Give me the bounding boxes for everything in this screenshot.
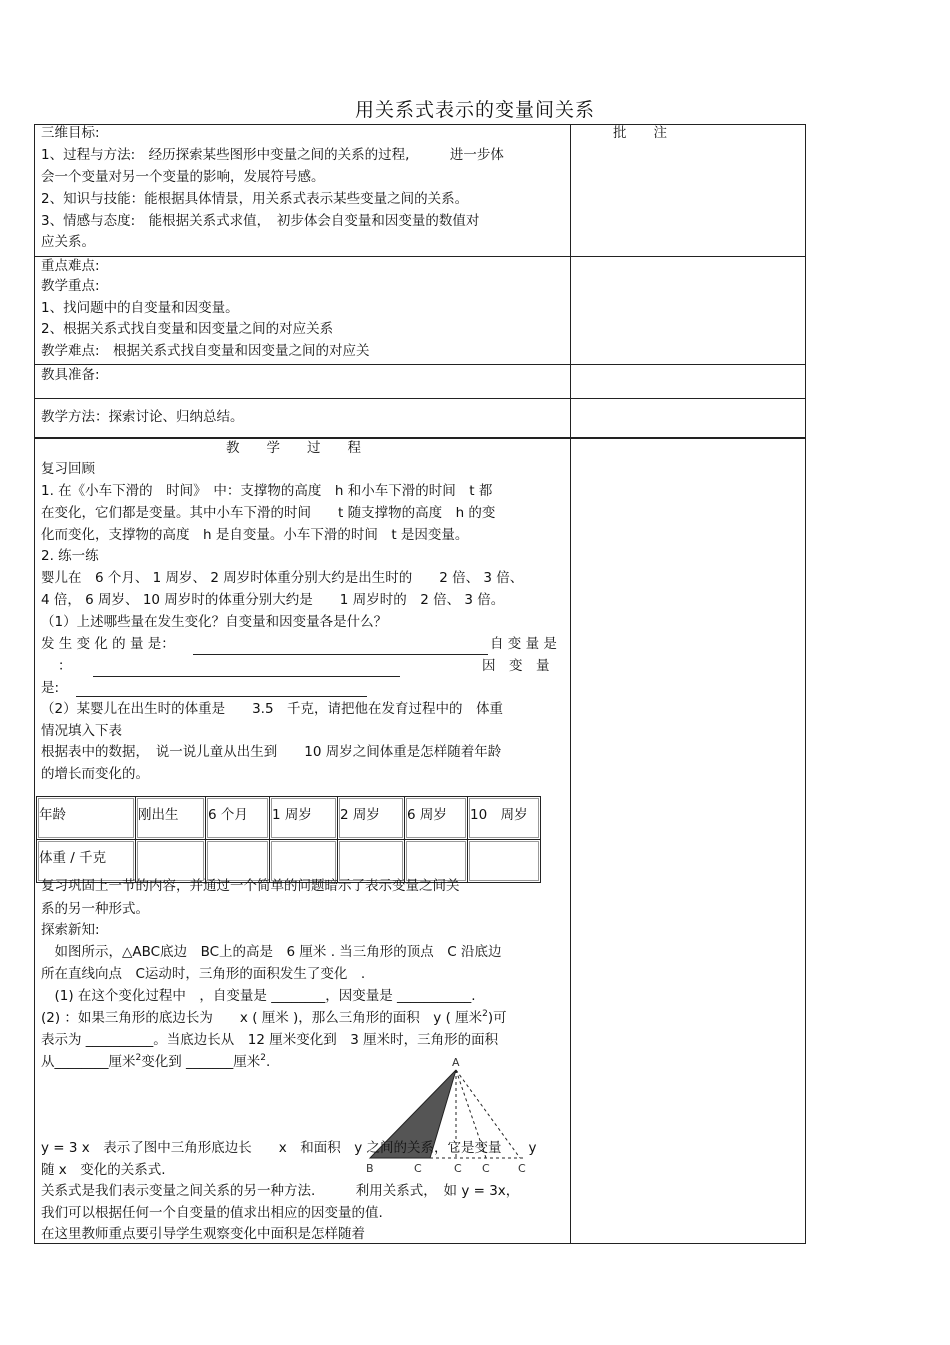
- row-divider: [34, 364, 806, 365]
- fill-label: ：: [58, 658, 72, 674]
- goal-line: 会一个变量对另一个变量的影响，发展符号感。: [41, 169, 325, 185]
- method-line: 教学方法：探索讨论、归纳总结。: [41, 409, 244, 425]
- review-line: 化而变化，支撑物的高度 h 是自变量。小车下滑的时间 t 是因变量。: [41, 527, 469, 543]
- relation-line: 我们可以根据任何一个自变量的值求出相应的因变量的值.: [41, 1205, 383, 1221]
- exercise-line: 婴儿在 6 个月、 1 周岁、 2 周岁时体重分别大约是出生时的 2 倍、 3 倍、: [41, 570, 524, 586]
- fill-blank[interactable]: [76, 682, 367, 697]
- exercise-heading: 2. 练一练: [41, 548, 99, 564]
- point-label: C: [518, 1162, 526, 1175]
- review-line: 在变化，它们都是变量。其中小车下滑的时间 t 随支撑物的高度 h 的变: [41, 505, 496, 521]
- fill-label: 因 变 量: [482, 658, 550, 674]
- process-heading: 教 学 过 程: [226, 440, 361, 456]
- fill-label: 自 变 量 是: [490, 636, 557, 652]
- fill-blank[interactable]: [93, 662, 400, 677]
- table-input-cell[interactable]: [468, 840, 541, 883]
- annotation-header: 批 注: [613, 125, 667, 141]
- goals-heading: 三维目标:: [41, 125, 100, 141]
- table-header-cell: 刚出生: [136, 797, 206, 840]
- question-2-line: 根据表中的数据， 说一说儿童从出生到 10 周岁之间体重是怎样随着年龄: [41, 744, 502, 760]
- row-divider: [34, 437, 806, 439]
- explore-heading: 探索新知:: [41, 922, 100, 938]
- point-label: C: [414, 1162, 422, 1175]
- explore-line: 表示为 __________。当底边长从 12 厘米变化到 3 厘米时，三角形的面积: [41, 1032, 499, 1048]
- explore-line: 从________厘米$^2$变化到 _______厘米$^2$.: [41, 1053, 271, 1070]
- keypoints-heading: 重点难点:: [41, 258, 100, 274]
- summary-line: 系的另一种形式。: [41, 901, 149, 917]
- goal-line: 1、过程与方法: 经历探索某些图形中变量之间的关系的过程, 进一步体: [41, 147, 504, 163]
- explore-line: (2) ：如果三角形的底边长为 x ( 厘米 )，那么三角形的面积 y ( 厘米$^2$)可: [41, 1009, 507, 1026]
- explore-line: 如图所示，△ABC底边 BC上的高是 6 厘米 . 当三角形的顶点 C 沿底边: [41, 944, 502, 960]
- apex-label: A: [452, 1056, 460, 1069]
- relation-line: 随 x 变化的关系式.: [41, 1162, 166, 1178]
- goal-line: 3、情感与态度: 能根据关系式求值， 初步体会自变量和因变量的数值对: [41, 213, 480, 229]
- relation-line: y = 3 x 表示了图中三角形底边长 x 和面积 y 之间的关系，它是变量 y: [41, 1140, 537, 1156]
- relation-line: 在这里教师重点要引导学生观察变化中面积是怎样随着: [41, 1226, 365, 1242]
- focus-heading: 教学重点:: [41, 278, 100, 294]
- table-header-cell: 年龄: [37, 797, 136, 840]
- page-title: 用关系式表示的变量间关系: [354, 99, 595, 121]
- table-header-cell: 10 周岁: [468, 797, 541, 840]
- table-header-cell: 2 周岁: [338, 797, 405, 840]
- point-label: C: [454, 1162, 462, 1175]
- explore-line: (1) 在这个变化过程中 ，自变量是 ________，因变量是 ___________.: [41, 988, 476, 1004]
- exercise-line: 4 倍， 6 周岁、 10 周岁时的体重分别大约是 1 周岁时的 2 倍、 3 倍。: [41, 592, 505, 608]
- triangle-figure: [360, 1052, 540, 1182]
- fill-blank[interactable]: [193, 640, 488, 655]
- prep-line: 教具准备:: [41, 367, 100, 383]
- table-header-cell: 6 个月: [206, 797, 270, 840]
- explore-line: 所在直线向点 C运动时，三角形的面积发生了变化 .: [41, 966, 366, 982]
- fill-label: 是:: [41, 680, 60, 696]
- goal-line: 应关系。: [41, 234, 95, 250]
- question-2-line: 情况填入下表: [41, 723, 122, 739]
- base-label: B: [366, 1162, 374, 1175]
- table-row-label: 体重 / 千克: [37, 840, 136, 883]
- weight-table: [36, 796, 541, 883]
- question-2-line: 的增长而变化的。: [41, 766, 149, 782]
- review-line: 1. 在《小车下滑的 时间》 中：支撑物的高度 h 和小车下滑的时间 t 都: [41, 483, 493, 499]
- goal-line: 2、知识与技能：能根据具体情景，用关系式表示某些变量之间的关系。: [41, 191, 469, 207]
- table-header-cell: 6 周岁: [405, 797, 468, 840]
- focus-item: 1、找问题中的自变量和因变量。: [41, 300, 239, 316]
- table-header-cell: 1 周岁: [270, 797, 338, 840]
- summary-line: 复习巩固上一节的内容，并通过一个简单的问题暗示了表示变量之间关: [41, 878, 460, 894]
- focus-item: 2、根据关系式找自变量和因变量之间的对应关系: [41, 321, 334, 337]
- review-heading: 复习回顾: [41, 461, 95, 477]
- point-label: C: [482, 1162, 490, 1175]
- annotation-column-divider: [570, 124, 571, 1244]
- question-1: （1）上述哪些量在发生变化？自变量和因变量各是什么？: [41, 614, 388, 630]
- relation-line: 关系式是我们表示变量之间关系的另一种方法. 利用关系式， 如 y = 3x，: [41, 1183, 520, 1199]
- row-divider: [34, 256, 806, 257]
- row-divider: [34, 398, 806, 399]
- question-2-line: （2）某婴儿在出生时的体重是 3.5 千克，请把他在发育过程中的 体重: [41, 701, 504, 717]
- fill-label: 发 生 变 化 的 量 是：: [41, 636, 175, 652]
- difficulty-line: 教学难点: 根据关系式找自变量和因变量之间的对应关: [41, 343, 370, 359]
